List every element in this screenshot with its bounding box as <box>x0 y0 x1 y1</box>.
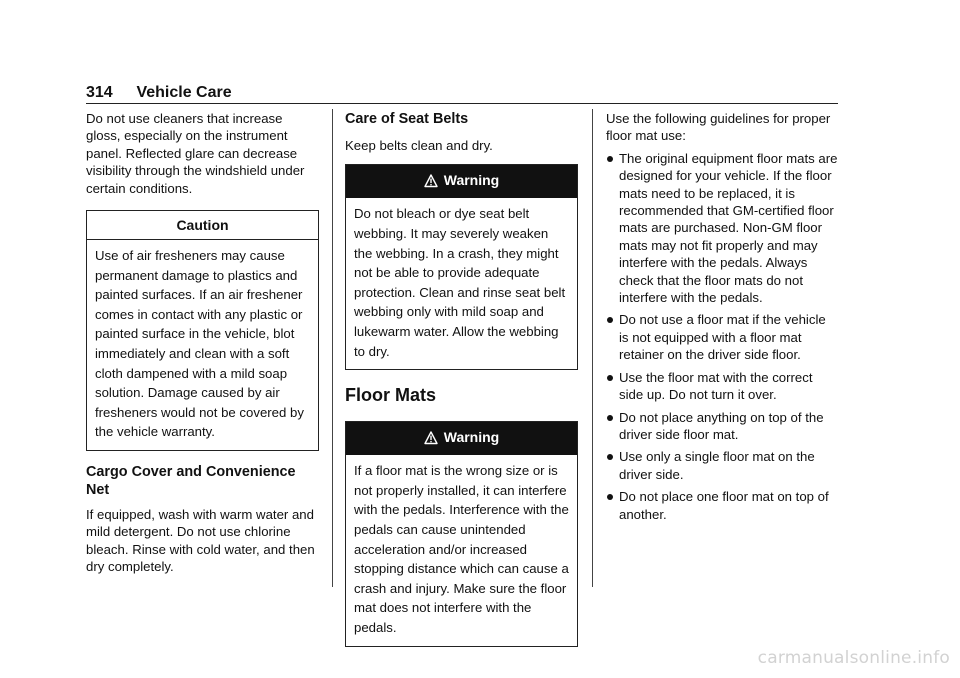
floormat-guidelines-intro: Use the following guidelines for proper floor mat use: <box>606 111 831 144</box>
list-item: Use only a single floor mat on the driver side. <box>606 448 838 483</box>
list-item: Do not place anything on top of the driver side floor mat. <box>606 409 838 444</box>
column-divider-1 <box>332 109 333 587</box>
floormat-warning-header <box>346 422 577 455</box>
cleaners-paragraph: Do not use cleaners that increase gloss, especially on the instrument panel. Reflected glare can decrease visibility through the windshield under certain conditions. <box>86 111 305 196</box>
page-number: 314 <box>86 84 113 101</box>
bullet-icon <box>607 454 613 460</box>
bullet-icon <box>607 415 613 421</box>
bullet-icon <box>607 317 613 323</box>
warning-icon <box>424 174 438 192</box>
seatbelts-heading: Care of Seat Belts <box>345 111 469 127</box>
seatbelts-paragraph: Keep belts clean and dry. <box>345 138 493 153</box>
seatbelt-warning-box <box>345 164 578 370</box>
caution-box <box>86 210 319 451</box>
column-1 <box>86 110 319 576</box>
seatbelt-warning-body: Do not bleach or dye seat belt webbing. It may severely weaken the webbing. In a crash, they might not be able to provide adequate protection. Clean and rinse seat belt webbing only with mild soap and lukewarm water. Allow the webbing to dry. <box>354 206 566 359</box>
column-2 <box>345 110 578 647</box>
seatbelt-warning-header <box>346 165 577 198</box>
list-item: Do not place one floor mat on top of another. <box>606 488 838 523</box>
watermark: carmanualsonline.info <box>757 648 950 668</box>
list-item: Use the floor mat with the correct side up. Do not turn it over. <box>606 369 838 404</box>
floormat-warning-title: Warning <box>443 429 500 446</box>
warning-icon <box>424 431 438 449</box>
column-divider-2 <box>592 109 593 587</box>
caution-body: Use of air fresheners may cause permanent damage to plastics and painted surfaces. If an air freshener comes in contact with any plastic or painted surface in the vehicle, blot immediately and clean with a soft cloth dampened with a mild soap solution. Damage caused by air fresheners would not be covered by the vehicle warranty. <box>95 248 304 440</box>
floor-mats-heading: Floor Mats <box>345 385 437 406</box>
seatbelt-warning-title: Warning <box>443 172 500 189</box>
bullet-icon <box>607 375 613 381</box>
section-title: Vehicle Care <box>136 84 232 101</box>
bullet-icon <box>607 494 613 500</box>
floormat-warning-box <box>345 421 578 646</box>
floormat-guidelines-list <box>606 150 838 523</box>
bullet-icon <box>607 156 613 162</box>
list-item: Do not use a floor mat if the vehicle is not equipped with a floor mat retainer on the driver side floor. <box>606 311 838 363</box>
floormat-warning-body: If a floor mat is the wrong size or is not properly installed, it can interfere with the pedals. Interference with the pedals can cause unintended acceleration and/or increased stopping distance which can cause a crash and injury. Make sure the floor mat does not interfere with the pedals. <box>354 463 569 635</box>
column-3 <box>606 110 838 528</box>
cargo-paragraph: If equipped, wash with warm water and mild detergent. Do not use chlorine bleach. Rinse with cold water, and then dry completely. <box>86 506 315 575</box>
list-item: The original equipment floor mats are designed for your vehicle. If the floor mats need to be replaced, it is recommended that GM-certified floor mats are purchased. Non-GM floor mats may not fit properly and may interfere with the pedals. Always check that the floor mats do not interfere with the pedals. <box>606 150 838 307</box>
caution-title: Caution <box>87 211 318 240</box>
page-header <box>86 84 838 104</box>
cargo-heading: Cargo Cover and Convenience Net <box>86 463 296 498</box>
header-rule <box>86 103 838 104</box>
